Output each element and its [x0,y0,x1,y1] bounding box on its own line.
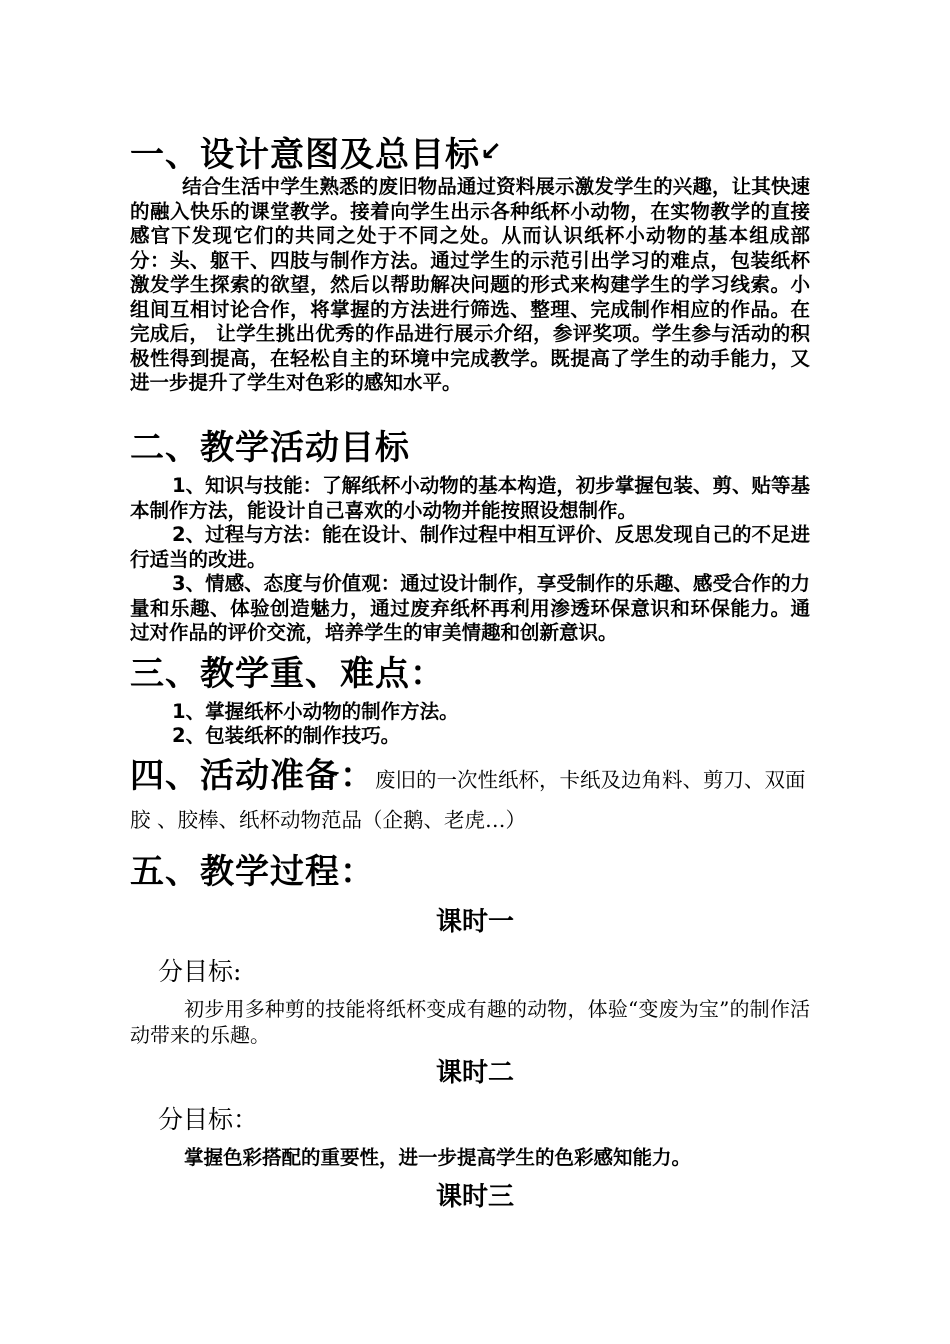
section3-item-1: 1、掌握纸杯小动物的制作方法。 [172,700,459,723]
section3-item-2: 2、包装纸杯的制作技巧。 [172,724,401,747]
lesson2-title: 课时二 [435,1058,514,1088]
lesson2-sub-label: 分目标： [158,1105,259,1134]
lesson1-goal [130,996,810,1048]
section2-item-2 [130,523,810,572]
section1-heading [130,132,503,175]
lesson2-goal-text: 掌握色彩搭配的重要性，进一步提高学生的色彩感知能力。 [184,1146,692,1169]
section5-heading: 五、教学过程： [130,852,375,892]
section2-item-1-text: 1、知识与技能：了解纸杯小动物的基本构造，初步掌握包装、剪、贴等基本制作方法，能设计自己喜欢的小动物并能按照设想制作。 [130,474,810,522]
arrow-mark-icon: ↙ [480,137,503,167]
section1-body-text: 结合生活中学生熟悉的废旧物品通过资料展示激发学生的兴趣，让其快速的融入快乐的课堂教学。接着向学生出示各种纸杯小动物，在实物教学的直接感官下发现它们的共同之处于不同之处。从而认识纸杯小动物的基本组成部分：头、躯干、四肢与制作方法。通过学生的示范引出学习的难点，包装纸杯激发学生探索的欲望，然后以帮助解决问题的形式来构建学生的学习线索。小组间互相讨论合作，将掌握的方法进行筛选、整理、完成制作相应的作品。在完成后， 让学生挑出优秀的作品进行展示介绍，参评奖项。学生参与活动的积极性得到提高，在轻松自主的环境中完成教学。既提高了学生的动手能力，又进一步提升了学生对色彩的感知水平。 [130,175,810,394]
section2-item-2-text: 2、过程与方法：能在设计、制作过程中相互评价、反思发现自己的不足进行适当的改进。 [130,523,810,571]
lesson1-title: 课时一 [435,907,514,937]
section1-heading-text: 一、设计意图及总目标 [130,135,480,175]
section4-materials-line2: 胶 、胶棒、纸杯动物范品（企鹅、老虎…） [130,808,527,832]
section2-item-1 [130,474,810,523]
section4-heading: 四、活动准备： [130,756,375,796]
section1-body [130,175,810,396]
section2-heading: 二、教学活动目标 [130,428,410,468]
section4-materials-line1: 废旧的一次性纸杯，卡纸及边角料、剪刀、双面 [375,768,806,792]
section2-item-3 [130,572,810,646]
lesson1-sub-label: 分目标: [158,957,242,986]
lesson1-goal-text: 初步用多种剪的技能将纸杯变成有趣的动物，体验“变废为宝”的制作活动带来的乐趣。 [130,997,810,1047]
section3-heading: 三、教学重、难点： [130,654,445,694]
section2-item-3-text: 3、情感、态度与价值观：通过设计制作，享受制作的乐趣、感受合作的力量和乐趣、体验创造魅力，通过废弃纸杯再利用渗透环保意识和环保能力。通过对作品的评价交流，培养学生的审美情趣和创新意识。 [130,572,810,644]
section4-heading-line [130,756,806,800]
lesson3-title: 课时三 [435,1182,514,1212]
